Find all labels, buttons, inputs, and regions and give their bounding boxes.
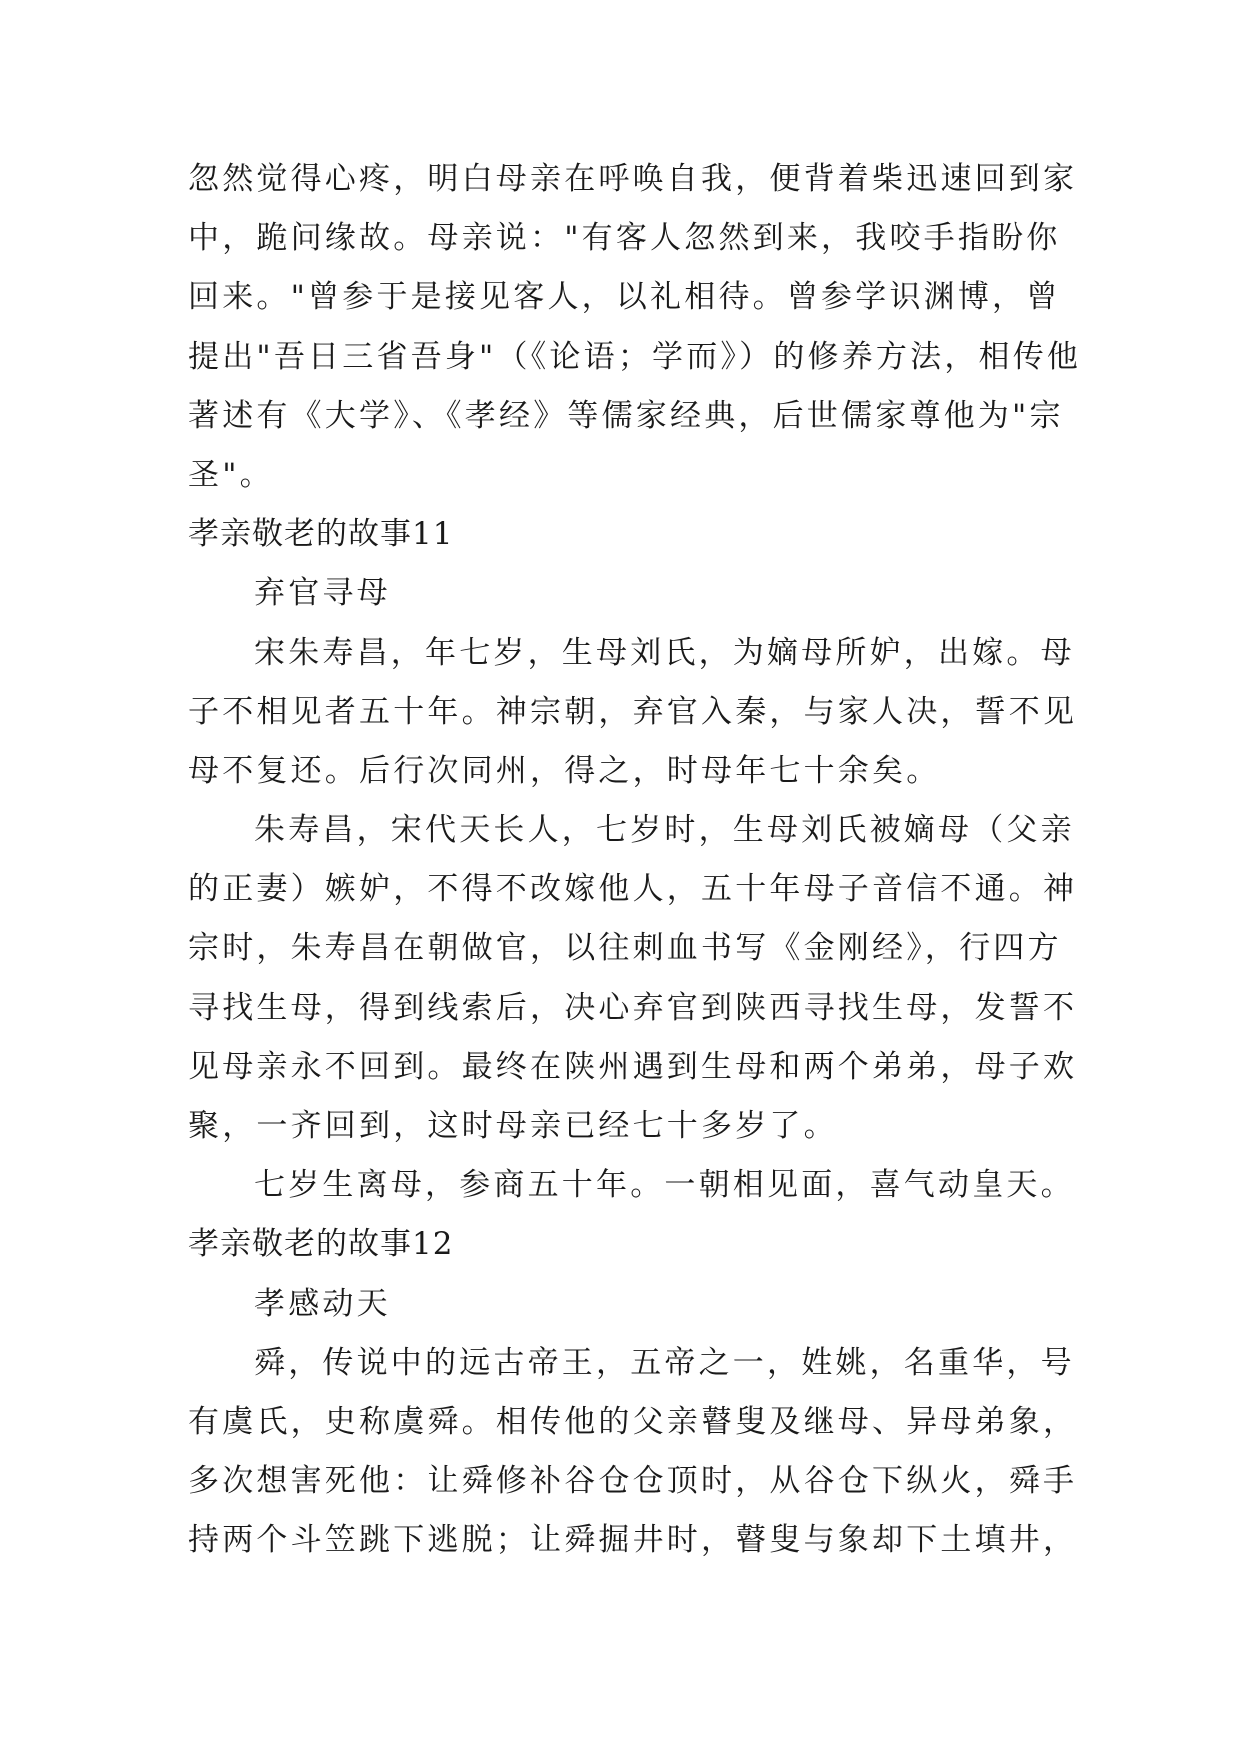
document-page: [188, 150, 1082, 1571]
body-line: 聚，一齐回到，这时母亲已经七十多岁了。: [188, 1108, 838, 1144]
body-line: 见母亲永不回到。最终在陕州遇到生母和两个弟弟，母子欢: [188, 1048, 1078, 1085]
body-line: 提出"吾日三省吾身"（《论语；学而》）的修养方法，相传他: [188, 338, 1082, 375]
body-line: 寻找生母，得到线索后，决心弃官到陕西寻找生母，发誓不: [188, 989, 1078, 1026]
body-line: 中，跪问缘故。母亲说："有客人忽然到来，我咬手指盼你: [188, 220, 1061, 257]
body-line: 子不相见者五十年。神宗朝，弃官入秦，与家人决，誓不见: [188, 693, 1078, 730]
body-line: 著述有《大学》、《孝经》等儒家经典，后世儒家尊他为"宗: [188, 397, 1064, 434]
body-line: 多次想害死他：让舜修补谷仓仓顶时，从谷仓下纵火，舜手: [188, 1463, 1078, 1500]
poem-line: 七岁生离母，参商五十年。一朝相见面，喜气动皇天。: [254, 1167, 1075, 1204]
body-line: 有虞氏，史称虞舜。相传他的父亲瞽叟及继母、异母弟象，: [188, 1403, 1078, 1440]
body-line: 回来。"曾参于是接见客人，以礼相待。曾参学识渊博，曾: [188, 279, 1061, 316]
body-line: 宋朱寿昌，年七岁，生母刘氏，为嫡母所妒，出嫁。母: [254, 634, 1075, 671]
body-line: 忽然觉得心疼，明白母亲在呼唤自我，便背着柴迅速回到家: [188, 161, 1078, 197]
body-line: 的正妻）嫉妒，不得不改嫁他人，五十年母子音信不通。神: [188, 871, 1078, 908]
body-line: 母不复还。后行次同州，得之，时母年七十余矣。: [188, 752, 941, 789]
body-line: 圣"。: [188, 456, 274, 493]
section-heading: 孝亲敬老的故事12: [188, 1226, 454, 1263]
body-line: 朱寿昌，宋代天长人，七岁时，生母刘氏被嫡母（父亲: [254, 812, 1075, 849]
body-line: 舜，传说中的远古帝王，五帝之一，姓姚，名重华，号: [254, 1344, 1075, 1381]
story-title: 孝感动天: [254, 1285, 391, 1322]
body-line: 宗时，朱寿昌在朝做官，以往刺血书写《金刚经》，行四方: [188, 930, 1062, 967]
body-line: 持两个斗笠跳下逃脱；让舜掘井时，瞽叟与象却下土填井，: [188, 1522, 1078, 1559]
section-heading: 孝亲敬老的故事11: [188, 516, 454, 553]
story-title: 弃官寻母: [254, 575, 391, 612]
